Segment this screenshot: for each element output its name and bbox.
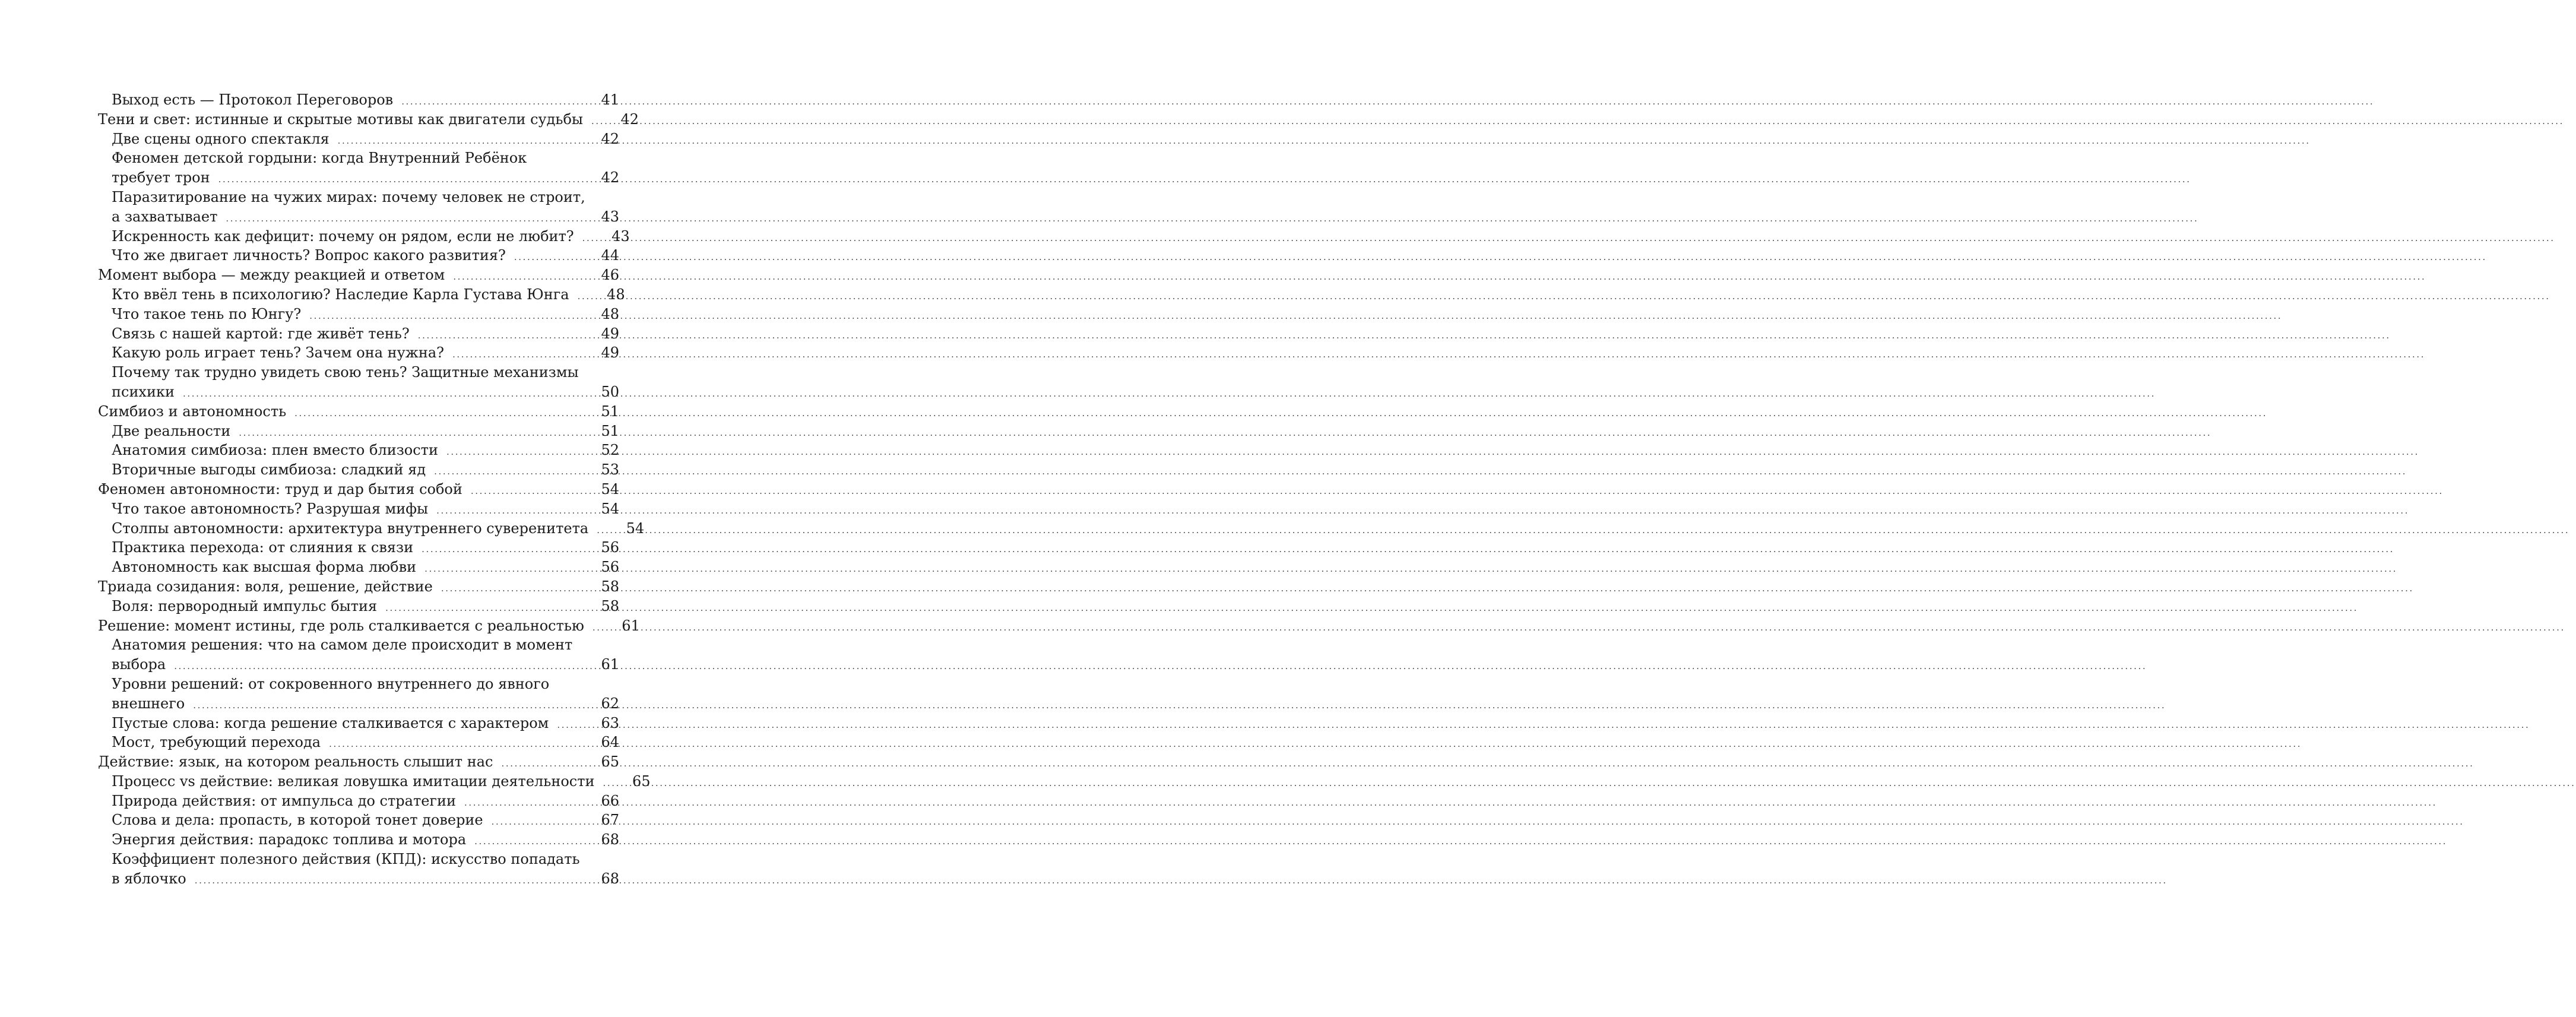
toc-entry-line (98, 324, 619, 344)
toc-page-number: 54 (626, 519, 645, 537)
toc-entry-line (98, 422, 619, 441)
toc-entry-line (98, 90, 619, 110)
toc-entry-title: Выход есть — Протокол Переговоров (112, 91, 394, 108)
dot-leader (453, 267, 587, 287)
dot-leader (436, 501, 587, 521)
toc-entry-line (98, 597, 619, 616)
toc-page-number: 61 (622, 617, 640, 634)
dot-leader (452, 345, 587, 365)
toc-entry-line (98, 635, 619, 655)
toc-entry-title: внешнего (112, 695, 185, 712)
toc-page-number: 63 (601, 714, 619, 731)
toc-chapter-entry[interactable] (98, 616, 640, 636)
dot-leader (434, 462, 587, 481)
dot-leader (193, 696, 587, 715)
toc-section-entry[interactable] (98, 227, 630, 246)
toc-chapter-entry[interactable] (98, 265, 619, 285)
toc-section-entry[interactable] (98, 441, 619, 460)
toc-entry-line (98, 714, 619, 733)
toc-entry-title: Почему так трудно увидеть свою тень? Защитные механизмы (112, 364, 579, 381)
toc-entry-title: Две реальности (112, 422, 231, 439)
toc-entry-line (98, 343, 619, 363)
toc-section-entry[interactable] (98, 90, 619, 110)
dot-leader (338, 131, 587, 151)
dot-leader (401, 92, 587, 112)
toc-entry-line (98, 148, 619, 168)
toc-section-entry[interactable] (98, 460, 619, 480)
toc-section-entry[interactable] (98, 305, 619, 324)
toc-entry-title: Искренность как дефицит: почему он рядом, если не любит? (112, 227, 574, 245)
toc-section-entry[interactable] (98, 674, 619, 714)
toc-entry-line (98, 265, 619, 285)
toc-entry-title: Что же двигает личность? Вопрос какого развития? (112, 247, 506, 264)
toc-entry-title: Феномен детской гордыни: когда Внутренний Ребёнок (112, 150, 527, 167)
toc-entry-title: Момент выбора — между реакцией и ответом (98, 267, 445, 284)
toc-section-entry[interactable] (98, 733, 619, 752)
toc-entry-title: Практика перехода: от слияния к связи (112, 539, 414, 556)
toc-entry-line (98, 207, 619, 227)
toc-entry-title: Автономность как высшая форма любви (112, 559, 417, 576)
dot-leader (597, 521, 612, 540)
toc-entry-line (98, 246, 619, 265)
toc-entry-line (98, 188, 619, 207)
toc-entry-line (98, 869, 619, 889)
toc-section-entry[interactable] (98, 850, 619, 889)
toc-entry-title: Вторичные выгоды симбиоза: сладкий яд (112, 461, 426, 479)
toc-entry-line (98, 791, 619, 811)
toc-page-number: 58 (601, 578, 619, 595)
dot-leader (329, 734, 587, 754)
toc-entry-title: Столпы автономности: архитектура внутреннего суверенитета (112, 519, 589, 537)
toc-entry-line (98, 752, 619, 772)
toc-entry-title: в яблочко (112, 870, 186, 887)
toc-entry-title: Что такое тень по Юнгу? (112, 305, 302, 322)
toc-entry-line (98, 305, 619, 324)
toc-page-number: 48 (601, 305, 619, 322)
toc-page-number: 53 (601, 461, 619, 479)
toc-section-entry[interactable] (98, 148, 619, 188)
toc-chapter-entry[interactable] (98, 577, 619, 597)
toc-page-number: 56 (601, 539, 619, 556)
toc-entry-line (98, 402, 619, 422)
toc-entry-line (98, 694, 619, 714)
table-of-contents (98, 90, 651, 889)
toc-entry-line (98, 168, 619, 188)
toc-entry-line (98, 499, 619, 519)
toc-section-entry[interactable] (98, 324, 619, 344)
toc-page-number: 51 (601, 403, 619, 420)
toc-section-entry[interactable] (98, 188, 619, 227)
toc-section-entry[interactable] (98, 343, 619, 363)
toc-entry-title: Феномен автономности: труд и дар бытия собой (98, 480, 462, 498)
toc-page-number: 66 (601, 792, 619, 809)
toc-section-entry[interactable] (98, 285, 625, 305)
toc-entry-line (98, 772, 651, 791)
toc-page-number: 44 (601, 247, 619, 264)
toc-page-number: 42 (601, 130, 619, 147)
toc-section-entry[interactable] (98, 129, 619, 149)
toc-section-entry[interactable] (98, 714, 619, 733)
toc-entry-line (98, 850, 619, 869)
toc-chapter-entry[interactable] (98, 752, 619, 772)
toc-entry-title: Энергия действия: парадокс топлива и мотора (112, 831, 467, 848)
toc-page-number: 48 (607, 286, 625, 303)
toc-entry-title: Слова и дела: пропасть, в которой тонет доверие (112, 812, 483, 829)
toc-entry-line (98, 227, 630, 246)
dot-leader (309, 306, 587, 326)
toc-section-entry[interactable] (98, 791, 619, 811)
toc-entry-title: психики (112, 383, 175, 400)
toc-section-entry[interactable] (98, 635, 619, 674)
toc-section-entry[interactable] (98, 830, 619, 850)
toc-entry-title: Природа действия: от импульса до стратегии (112, 792, 456, 809)
toc-chapter-entry[interactable] (98, 480, 619, 499)
dot-leader (582, 229, 598, 248)
toc-entry-title: Анатомия решения: что на самом деле происходит в момент (112, 636, 573, 654)
toc-entry-title: Паразитирование на чужих мирах: почему человек не строит, (112, 188, 585, 205)
toc-page-number: 42 (620, 110, 639, 128)
toc-page-number: 61 (601, 656, 619, 673)
dot-leader (294, 404, 587, 423)
toc-entry-title: Что такое автономность? Разрушая мифы (112, 500, 429, 517)
toc-section-entry[interactable] (98, 422, 619, 441)
toc-section-entry[interactable] (98, 538, 619, 557)
toc-entry-title: Какую роль играет тень? Зачем она нужна? (112, 344, 445, 362)
toc-page-number: 49 (601, 344, 619, 362)
dot-leader (474, 832, 587, 851)
toc-entry-title: Уровни решений: от сокровенного внутреннего до явного (112, 675, 550, 692)
toc-entry-line (98, 538, 619, 557)
toc-chapter-entry[interactable] (98, 110, 639, 129)
toc-entry-line (98, 363, 619, 382)
toc-entry-title: Воля: первородный импульс бытия (112, 597, 378, 614)
dot-leader (471, 481, 587, 501)
toc-entry-title: Тени и свет: истинные и скрытые мотивы как двигатели судьбы (98, 110, 584, 128)
dot-leader (385, 598, 587, 618)
dot-leader (226, 209, 587, 229)
toc-entry-line (98, 810, 619, 830)
toc-section-entry[interactable] (98, 810, 619, 830)
dot-leader (501, 754, 587, 774)
dot-leader (514, 248, 587, 267)
toc-page-number: 58 (601, 597, 619, 614)
toc-section-entry[interactable] (98, 363, 619, 402)
toc-entry-title: а захватывает (112, 208, 218, 225)
toc-entry-line (98, 382, 619, 402)
toc-entry-title: Коэффициент полезного действия (КПД): искусство попадать (112, 851, 580, 868)
toc-page-number: 49 (601, 325, 619, 342)
dot-leader (424, 559, 587, 579)
toc-entry-line (98, 830, 619, 850)
toc-entry-title: требует трон (112, 169, 210, 186)
dot-leader (492, 812, 587, 832)
toc-entry-line (98, 129, 619, 149)
dot-leader (441, 579, 587, 598)
toc-page-number: 64 (601, 734, 619, 751)
toc-entry-line (98, 577, 619, 597)
toc-page-number: 62 (601, 695, 619, 712)
toc-entry-line (98, 519, 645, 538)
toc-entry-title: Действие: язык, на котором реальность слышит нас (98, 753, 493, 771)
toc-page-number: 65 (601, 753, 619, 771)
toc-entry-title: Пустые слова: когда решение сталкивается с характером (112, 714, 549, 731)
dot-leader (603, 774, 619, 793)
toc-section-entry[interactable] (98, 499, 619, 519)
toc-section-entry[interactable] (98, 597, 619, 616)
toc-entry-title: Кто ввёл тень в психологию? Наследие Карла Густава Юнга (112, 286, 569, 303)
toc-entry-title: Мост, требующий перехода (112, 734, 321, 751)
toc-entry-title: Решение: момент истины, где роль сталкивается с реальностью (98, 617, 584, 634)
dot-leader (174, 657, 587, 676)
toc-entry-line (98, 460, 619, 480)
toc-entry-line (98, 285, 625, 305)
toc-chapter-entry[interactable] (98, 402, 619, 422)
dot-leader (464, 793, 587, 813)
toc-page-number: 68 (601, 870, 619, 887)
toc-page-number: 41 (601, 91, 619, 108)
dot-leader (195, 871, 587, 891)
toc-page-number: 46 (601, 267, 619, 284)
dot-leader (446, 442, 587, 462)
toc-entry-title: Две сцены одного спектакля (112, 130, 329, 147)
toc-page-number: 43 (611, 227, 630, 245)
dot-leader (592, 618, 608, 638)
toc-entry-line (98, 616, 640, 636)
toc-page-number: 50 (601, 383, 619, 400)
toc-entry-line (98, 110, 639, 129)
toc-page-number: 42 (601, 169, 619, 186)
dot-leader (557, 715, 587, 735)
toc-entry-line (98, 480, 619, 499)
dot-leader (422, 540, 587, 559)
dot-leader (418, 326, 587, 346)
toc-page-number: 68 (601, 831, 619, 848)
toc-page-number: 43 (601, 208, 619, 225)
dot-leader (183, 384, 587, 404)
toc-section-entry[interactable] (98, 519, 645, 538)
toc-section-entry[interactable] (98, 557, 619, 577)
toc-entry-line (98, 441, 619, 460)
toc-entry-line (98, 655, 619, 674)
toc-entry-title: Триада созидания: воля, решение, действие (98, 578, 433, 595)
toc-entry-title: выбора (112, 656, 166, 673)
toc-page-number: 54 (601, 500, 619, 517)
toc-entry-line (98, 674, 619, 694)
toc-entry-title: Связь с нашей картой: где живёт тень? (112, 325, 410, 342)
toc-page-number: 54 (601, 480, 619, 498)
toc-entry-line (98, 557, 619, 577)
toc-section-entry[interactable] (98, 246, 619, 265)
toc-section-entry[interactable] (98, 772, 651, 791)
toc-entry-title: Анатомия симбиоза: плен вместо близости (112, 442, 438, 459)
toc-page-number: 67 (601, 812, 619, 829)
toc-entry-title: Симбиоз и автономность (98, 403, 287, 420)
dot-leader (578, 287, 593, 306)
toc-entry-line (98, 733, 619, 752)
toc-page-number: 56 (601, 559, 619, 576)
toc-page-number: 65 (632, 772, 651, 790)
dot-leader (218, 170, 587, 189)
toc-entry-title: Процесс vs действие: великая ловушка имитации деятельности (112, 772, 595, 790)
dot-leader (591, 112, 607, 131)
toc-page-number: 51 (601, 422, 619, 439)
toc-page-number: 52 (601, 442, 619, 459)
dot-leader (239, 423, 587, 443)
